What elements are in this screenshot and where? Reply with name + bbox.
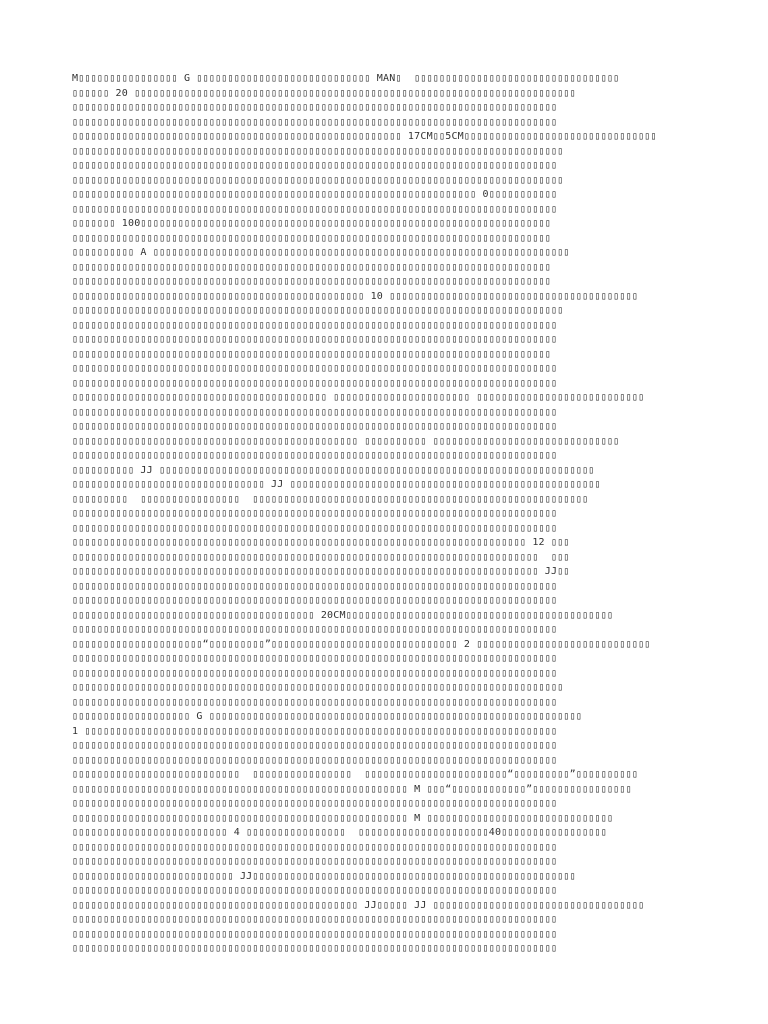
text-line: ▯▯▯▯▯▯▯▯▯▯▯▯▯▯▯▯▯▯▯▯▯“▯▯▯▯▯▯▯▯▯”▯▯▯▯▯▯▯▯▯▯▯▯▯▯▯▯▯▯▯▯▯▯▯▯▯▯▯▯▯▯ 2 ▯▯▯▯▯▯▯▯▯▯▯▯▯▯▯▯▯▯▯▯▯▯▯▯▯▯▯▯ (72, 638, 651, 650)
text-line: ▯▯▯▯▯▯▯▯▯▯▯▯▯▯▯▯▯▯▯▯▯▯▯▯▯▯▯▯▯▯▯▯▯▯▯▯▯▯▯▯▯▯▯▯▯▯▯▯▯▯▯▯▯▯ M ▯▯▯“▯▯▯▯▯▯▯▯▯▯▯▯”▯▯▯▯▯▯▯▯▯▯▯▯▯▯▯▯ (72, 783, 632, 795)
text-line: ▯▯▯▯▯▯▯▯▯▯▯▯▯▯▯▯▯▯▯▯▯▯▯▯▯▯▯▯▯▯▯▯▯▯▯▯▯▯▯▯▯▯▯▯▯▯▯▯▯▯▯▯▯▯▯▯▯▯▯▯▯▯▯▯▯▯▯▯▯▯▯▯▯▯▯▯▯▯ (72, 160, 558, 171)
text-line: ▯▯▯▯▯▯▯▯▯▯▯▯▯▯▯▯▯▯▯▯▯▯▯▯▯▯▯▯▯▯▯▯▯▯▯▯▯▯▯▯▯▯▯▯▯▯▯▯▯▯▯▯▯▯▯▯▯▯▯▯▯▯▯▯▯▯▯▯▯▯▯▯▯▯▯▯▯▯ (72, 740, 558, 751)
text-line: ▯▯▯▯▯▯▯▯▯▯▯▯▯▯▯▯▯▯▯▯▯▯▯▯▯▯▯▯▯▯▯▯▯▯▯▯▯▯▯▯▯▯▯▯▯▯▯▯▯▯▯▯▯▯▯▯▯▯▯▯▯▯▯▯▯▯▯▯▯▯▯▯▯▯▯▯▯▯ (72, 203, 558, 215)
text-line: ▯▯▯▯▯▯▯▯▯▯▯▯▯▯▯▯▯▯▯▯▯▯▯▯▯▯▯▯▯▯▯▯▯▯▯▯▯▯▯▯▯▯▯▯▯▯▯▯▯▯▯▯▯▯▯▯▯▯▯▯▯▯▯▯▯▯▯▯▯▯▯▯▯▯▯▯▯▯ (72, 102, 558, 113)
text-line: ▯▯▯▯▯▯▯▯▯▯▯▯▯▯▯▯▯▯▯▯▯▯▯▯▯▯▯▯▯▯▯▯▯▯▯▯▯▯▯▯▯▯▯▯▯▯▯▯▯▯▯▯▯▯▯▯▯▯▯▯▯▯▯▯▯▯▯▯▯▯▯▯▯▯▯▯▯▯▯ (72, 174, 564, 186)
text-line: ▯▯▯▯▯▯▯▯▯▯▯▯▯▯▯▯▯▯▯▯▯▯▯▯▯▯▯▯▯▯▯▯▯▯▯▯▯▯▯▯▯▯▯▯▯▯▯▯▯▯▯▯▯▯▯▯▯▯▯▯▯▯▯▯▯▯▯▯▯▯▯▯▯▯▯▯▯▯ (72, 624, 558, 635)
text-line: ▯▯▯▯▯▯▯▯▯▯▯▯▯▯▯▯▯▯▯▯▯▯▯▯▯▯▯▯▯▯▯▯▯▯▯▯▯▯▯▯▯▯▯▯▯▯▯▯▯▯▯▯▯▯▯▯▯▯▯▯▯▯▯▯▯▯▯▯▯▯▯▯▯▯▯▯▯▯▯ (72, 682, 564, 693)
text-line: ▯▯▯▯▯▯▯▯▯▯▯▯▯▯▯▯▯▯▯▯▯▯▯▯▯▯ JJ▯▯▯▯▯▯▯▯▯▯▯▯▯▯▯▯▯▯▯▯▯▯▯▯▯▯▯▯▯▯▯▯▯▯▯▯▯▯▯▯▯▯▯▯▯▯▯▯▯▯▯▯ (72, 870, 576, 882)
text-line: ▯▯▯▯▯▯▯▯▯▯▯▯▯▯▯▯▯▯▯▯▯▯▯▯▯▯▯▯▯▯▯▯▯▯▯▯▯▯▯▯▯▯▯▯▯▯▯▯▯▯▯▯▯▯▯▯▯▯▯▯▯▯▯▯▯ 0▯▯▯▯▯▯▯▯▯▯▯ (72, 189, 558, 200)
text-line: ▯▯▯▯▯▯▯▯▯ ▯▯▯▯▯▯▯▯▯▯▯▯▯▯▯▯ ▯▯▯▯▯▯▯▯▯▯▯▯▯▯▯▯▯▯▯▯▯▯▯▯▯▯▯▯▯▯▯▯▯▯▯▯▯▯▯▯▯▯▯▯▯▯▯▯▯▯▯▯▯▯ (72, 493, 589, 505)
document-page (72, 72, 712, 957)
text-line: ▯▯▯▯▯▯▯▯▯▯▯▯▯▯▯▯▯▯▯▯▯▯▯▯▯▯▯▯▯▯▯▯▯▯▯▯▯▯▯▯▯▯▯▯▯▯▯▯▯▯▯▯▯▯▯▯▯▯▯▯▯▯▯▯▯▯▯▯▯▯▯▯▯▯▯▯▯▯▯ (72, 145, 564, 157)
text-line: ▯▯▯▯▯▯▯▯▯▯ JJ ▯▯▯▯▯▯▯▯▯▯▯▯▯▯▯▯▯▯▯▯▯▯▯▯▯▯▯▯▯▯▯▯▯▯▯▯▯▯▯▯▯▯▯▯▯▯▯▯▯▯▯▯▯▯▯▯▯▯▯▯▯▯▯▯▯▯▯▯▯▯ (72, 464, 595, 476)
text-line: ▯▯▯▯▯▯▯▯▯▯▯▯▯▯▯▯▯▯▯▯▯▯▯▯▯▯▯▯▯▯▯▯▯▯▯▯▯▯▯▯▯▯▯▯▯▯▯▯▯▯▯▯▯▯▯▯▯▯▯▯▯▯▯▯▯▯▯▯▯▯▯▯▯▯▯▯▯▯ (72, 319, 558, 331)
text-line: ▯▯▯▯▯▯▯▯▯▯▯▯▯▯▯▯▯▯▯▯▯▯▯▯▯ 4 ▯▯▯▯▯▯▯▯▯▯▯▯▯▯▯▯ ▯▯▯▯▯▯▯▯▯▯▯▯▯▯▯▯▯▯▯▯▯40▯▯▯▯▯▯▯▯▯▯▯▯▯▯▯▯▯ (72, 827, 607, 838)
text-line: ▯▯▯▯▯▯▯▯▯▯▯▯▯▯▯▯▯▯▯▯▯▯▯▯▯▯▯▯▯▯▯▯▯▯▯▯▯▯▯▯▯▯▯▯▯▯▯▯▯▯▯▯▯▯▯▯▯▯▯▯▯▯▯▯▯▯▯▯▯▯▯▯▯▯▯▯▯▯ (72, 696, 558, 708)
text-line: ▯▯▯▯▯▯▯▯▯▯▯▯▯▯▯▯▯▯▯▯▯▯▯▯▯▯▯▯▯▯▯▯▯▯▯▯▯▯▯▯▯▯▯▯▯▯▯▯▯▯▯▯▯▯▯▯▯▯▯▯▯▯▯▯▯▯▯▯▯▯▯▯▯▯▯▯▯▯ (72, 363, 558, 374)
text-line: ▯▯▯▯▯▯▯▯▯▯▯▯▯▯▯▯▯▯▯▯▯▯▯▯▯▯▯▯▯▯▯▯▯▯▯▯▯▯▯ 20CM▯▯▯▯▯▯▯▯▯▯▯▯▯▯▯▯▯▯▯▯▯▯▯▯▯▯▯▯▯▯▯▯▯▯▯▯▯▯▯▯▯▯▯ (72, 609, 614, 621)
text-line: ▯▯▯▯▯▯▯▯▯▯▯▯▯▯▯▯▯▯▯▯▯▯▯▯▯▯▯▯▯▯▯▯▯▯▯▯▯▯▯▯▯▯▯▯▯▯▯▯▯▯▯▯▯▯▯▯▯▯▯▯▯▯▯▯▯▯▯▯▯▯▯▯▯▯▯▯▯▯ (72, 595, 558, 606)
text-line: ▯▯▯▯▯▯▯▯▯▯▯▯▯▯▯▯▯▯▯▯▯▯▯▯▯▯▯▯▯▯▯▯▯▯▯▯▯▯▯▯▯▯▯▯▯▯▯▯▯▯▯▯▯▯▯▯▯▯▯▯▯▯▯▯▯▯▯▯▯▯▯▯▯▯▯▯▯▯ (72, 580, 558, 592)
text-line: ▯▯▯▯▯▯▯▯▯▯▯▯▯▯▯▯▯▯▯▯▯▯▯▯▯▯▯▯▯▯▯▯▯▯▯▯▯▯▯▯▯▯▯▯▯▯▯▯▯▯▯▯▯▯▯▯▯▯▯▯▯▯▯▯▯▯▯▯▯▯▯▯▯▯▯▯▯▯ (72, 450, 558, 461)
text-line: 1 ▯▯▯▯▯▯▯▯▯▯▯▯▯▯▯▯▯▯▯▯▯▯▯▯▯▯▯▯▯▯▯▯▯▯▯▯▯▯▯▯▯▯▯▯▯▯▯▯▯▯▯▯▯▯▯▯▯▯▯▯▯▯▯▯▯▯▯▯▯▯▯▯▯▯▯▯ (72, 725, 558, 737)
text-line: ▯▯▯▯▯▯▯▯▯▯ A ▯▯▯▯▯▯▯▯▯▯▯▯▯▯▯▯▯▯▯▯▯▯▯▯▯▯▯▯▯▯▯▯▯▯▯▯▯▯▯▯▯▯▯▯▯▯▯▯▯▯▯▯▯▯▯▯▯▯▯▯▯▯▯▯▯▯▯ (72, 247, 570, 258)
text-line: ▯▯▯▯▯▯▯▯▯▯▯▯▯▯▯▯▯▯▯ G ▯▯▯▯▯▯▯▯▯▯▯▯▯▯▯▯▯▯▯▯▯▯▯▯▯▯▯▯▯▯▯▯▯▯▯▯▯▯▯▯▯▯▯▯▯▯▯▯▯▯▯▯▯▯▯▯▯▯▯▯ (72, 711, 583, 722)
text-line: ▯▯▯▯▯▯▯▯▯▯▯▯▯▯▯▯▯▯▯▯▯▯▯▯▯▯▯▯▯▯▯▯▯▯▯▯▯▯▯▯▯▯▯▯▯▯▯▯▯▯▯▯▯▯▯▯▯▯▯▯▯▯▯▯▯▯▯▯▯▯▯▯▯▯▯▯▯▯ (72, 522, 558, 534)
text-line: ▯▯▯▯▯▯▯▯▯▯▯▯▯▯▯▯▯▯▯▯▯▯▯▯▯▯▯ ▯▯▯▯▯▯▯▯▯▯▯▯▯▯▯▯ ▯▯▯▯▯▯▯▯▯▯▯▯▯▯▯▯▯▯▯▯▯▯▯“▯▯▯▯▯▯▯▯▯”▯▯▯▯▯▯▯▯▯▯ (72, 769, 639, 780)
text-line: ▯▯▯▯▯▯▯▯▯▯▯▯▯▯▯▯▯▯▯▯▯▯▯▯▯▯▯▯▯▯▯▯▯▯▯▯▯▯▯▯▯▯▯▯▯▯ JJ▯▯▯▯▯ JJ ▯▯▯▯▯▯▯▯▯▯▯▯▯▯▯▯▯▯▯▯▯▯▯▯▯▯▯▯▯▯▯▯▯▯ (72, 899, 645, 911)
text-line: ▯▯▯▯▯▯▯▯▯▯▯▯▯▯▯▯▯▯▯▯▯▯▯▯▯▯▯▯▯▯▯▯▯▯▯▯▯▯▯▯▯▯▯▯▯▯▯▯▯▯▯▯▯▯▯▯▯▯▯▯▯▯▯▯▯▯▯▯▯▯▯▯▯▯▯▯▯▯ (72, 334, 558, 345)
text-line: ▯▯▯▯▯▯▯▯▯▯▯▯▯▯▯▯▯▯▯▯▯▯▯▯▯▯▯▯▯▯▯▯▯▯▯▯▯▯▯▯▯▯▯▯▯▯▯▯▯▯▯▯▯▯▯▯▯▯▯▯▯▯▯▯▯▯▯▯▯▯▯▯▯▯▯▯▯▯ (72, 841, 558, 853)
text-line: ▯▯▯▯▯▯▯▯▯▯▯▯▯▯▯▯▯▯▯▯▯▯▯▯▯▯▯▯▯▯▯▯▯▯▯▯▯▯▯▯▯▯▯▯▯▯▯▯▯▯▯▯▯▯▯▯▯▯▯▯▯▯▯▯▯▯▯▯▯▯▯▯▯▯▯▯▯▯ (72, 377, 558, 389)
text-line: ▯▯▯▯▯▯▯▯▯▯▯▯▯▯▯▯▯▯▯▯▯▯▯▯▯▯▯▯▯▯▯▯▯▯▯▯▯▯▯▯▯▯▯▯▯▯▯▯▯▯▯▯▯▯▯▯▯▯▯▯▯▯▯▯▯▯▯▯▯▯▯▯▯▯▯▯▯▯ (72, 943, 558, 954)
text-line: ▯▯▯▯▯▯▯▯▯▯▯▯▯▯▯▯▯▯▯▯▯▯▯▯▯▯▯▯▯▯▯▯▯▯▯▯▯▯▯▯▯▯▯▯▯▯▯ 10 ▯▯▯▯▯▯▯▯▯▯▯▯▯▯▯▯▯▯▯▯▯▯▯▯▯▯▯▯▯▯▯▯▯▯▯▯▯▯▯▯ (72, 290, 639, 302)
text-line: ▯▯▯▯▯▯▯▯▯▯▯▯▯▯▯▯▯▯▯▯▯▯▯▯▯▯▯▯▯▯▯▯▯▯▯▯▯▯▯▯▯▯▯▯▯▯▯▯▯▯▯▯▯▯▯▯▯▯▯▯▯▯▯▯▯▯▯▯▯▯▯▯▯▯▯ ▯▯▯ (72, 551, 570, 563)
text-line: ▯▯▯▯▯▯▯▯▯▯▯▯▯▯▯▯▯▯▯▯▯▯▯▯▯▯▯▯▯▯▯▯▯▯▯▯▯▯▯▯▯▯▯▯▯▯▯▯▯▯▯▯▯▯▯▯▯▯▯▯▯▯▯▯▯▯▯▯▯▯▯▯▯▯▯▯▯ (72, 276, 551, 287)
text-line: ▯▯▯▯▯▯▯▯▯▯▯▯▯▯▯▯▯▯▯▯▯▯▯▯▯▯▯▯▯▯▯▯▯▯▯▯▯▯▯▯▯▯▯▯▯▯▯▯▯▯▯▯▯▯▯▯▯▯▯▯▯▯▯▯▯▯▯▯▯▯▯▯▯▯▯▯▯▯▯ (72, 305, 564, 316)
text-line: ▯▯▯▯▯▯▯▯▯▯▯▯▯▯▯▯▯▯▯▯▯▯▯▯▯▯▯▯▯▯▯▯▯▯▯▯▯▯▯▯▯▯▯▯▯▯▯▯▯▯▯▯▯▯▯▯▯▯▯▯▯▯▯▯▯▯▯▯▯▯▯▯▯▯▯▯▯ (72, 348, 551, 360)
text-line: ▯▯▯▯▯▯▯▯▯▯▯▯▯▯▯▯▯▯▯▯▯▯▯▯▯▯▯▯▯▯▯▯▯▯▯▯▯▯▯▯▯▯▯▯▯▯▯▯▯▯▯▯▯▯▯▯▯▯▯▯▯▯▯▯▯▯▯▯▯▯▯▯▯▯▯▯▯▯ (72, 653, 558, 664)
text-line: ▯▯▯▯▯▯▯▯▯▯▯▯▯▯▯▯▯▯▯▯▯▯▯▯▯▯▯▯▯▯▯▯▯▯▯▯▯▯▯▯▯▯▯▯▯▯▯▯▯▯▯▯▯▯▯▯▯▯▯▯▯▯▯▯▯▯▯▯▯▯▯▯▯▯▯▯▯▯ (72, 798, 558, 809)
text-line: ▯▯▯▯▯▯▯▯▯▯▯▯▯▯▯▯▯▯▯▯▯▯▯▯▯▯▯▯▯▯▯▯▯▯▯▯▯▯▯▯▯ ▯▯▯▯▯▯▯▯▯▯▯▯▯▯▯▯▯▯▯▯▯▯ ▯▯▯▯▯▯▯▯▯▯▯▯▯▯▯▯▯▯▯▯▯▯▯▯▯▯▯ (72, 392, 645, 403)
text-line: ▯▯▯▯▯▯▯▯▯▯▯▯▯▯▯▯▯▯▯▯▯▯▯▯▯▯▯▯▯▯▯▯▯▯▯▯▯▯▯▯▯▯▯▯▯▯▯▯▯▯▯▯▯▯▯▯▯▯▯▯▯▯▯▯▯▯▯▯▯▯▯▯▯▯▯ JJ▯▯ (72, 566, 570, 577)
text-line: ▯▯▯▯▯▯▯▯▯▯▯▯▯▯▯▯▯▯▯▯▯▯▯▯▯▯▯▯▯▯▯▯▯▯▯▯▯▯▯▯▯▯▯▯▯▯▯▯▯▯▯▯▯▯▯▯▯▯▯▯▯▯▯▯▯▯▯▯▯▯▯▯▯▯▯▯▯ (72, 232, 551, 244)
text-line: ▯▯▯▯▯▯▯▯▯▯▯▯▯▯▯▯▯▯▯▯▯▯▯▯▯▯▯▯▯▯▯▯▯▯▯▯▯▯▯▯▯▯▯▯▯▯▯▯▯▯▯▯▯▯▯▯▯▯▯▯▯▯▯▯▯▯▯▯▯▯▯▯▯▯▯▯▯▯ (72, 116, 558, 128)
text-line: ▯▯▯▯▯▯ 20 ▯▯▯▯▯▯▯▯▯▯▯▯▯▯▯▯▯▯▯▯▯▯▯▯▯▯▯▯▯▯▯▯▯▯▯▯▯▯▯▯▯▯▯▯▯▯▯▯▯▯▯▯▯▯▯▯▯▯▯▯▯▯▯▯▯▯▯▯▯▯▯ (72, 87, 576, 99)
text-line: M▯▯▯▯▯▯▯▯▯▯▯▯▯▯▯▯ G ▯▯▯▯▯▯▯▯▯▯▯▯▯▯▯▯▯▯▯▯▯▯▯▯▯▯▯▯ MAN▯ ▯▯▯▯▯▯▯▯▯▯▯▯▯▯▯▯▯▯▯▯▯▯▯▯▯▯▯▯▯▯▯▯▯ (72, 73, 620, 84)
text-line: ▯▯▯▯▯▯▯▯▯▯▯▯▯▯▯▯▯▯▯▯▯▯▯▯▯▯▯▯▯▯▯▯▯▯▯▯▯▯▯▯▯▯▯▯▯▯▯▯▯▯▯▯▯▯ M ▯▯▯▯▯▯▯▯▯▯▯▯▯▯▯▯▯▯▯▯▯▯▯▯▯▯▯▯▯▯ (72, 812, 614, 824)
text-line: ▯▯▯▯▯▯▯▯▯▯▯▯▯▯▯▯▯▯▯▯▯▯▯▯▯▯▯▯▯▯▯▯▯▯▯▯▯▯▯▯▯▯▯▯▯▯▯▯▯▯▯▯▯▯▯▯▯▯▯▯▯▯▯▯▯▯▯▯▯▯▯▯▯▯▯▯▯▯ (72, 856, 558, 867)
text-line: ▯▯▯▯▯▯▯▯▯▯▯▯▯▯▯▯▯▯▯▯▯▯▯▯▯▯▯▯▯▯▯▯▯▯▯▯▯▯▯▯▯▯▯▯▯▯▯▯▯▯▯▯▯▯▯▯▯▯▯▯▯▯▯▯▯▯▯▯▯▯▯▯▯▯▯▯▯▯ (72, 928, 558, 940)
text-line: ▯▯▯▯▯▯▯▯▯▯▯▯▯▯▯▯▯▯▯▯▯▯▯▯▯▯▯▯▯▯▯▯▯▯▯▯▯▯▯▯▯▯▯▯▯▯▯▯▯▯▯▯▯▯▯▯▯▯▯▯▯▯▯▯▯▯▯▯▯▯▯▯▯▯▯▯▯▯ (72, 406, 558, 418)
text-line: ▯▯▯▯▯▯▯▯▯▯▯▯▯▯▯▯▯▯▯▯▯▯▯▯▯▯▯▯▯▯▯▯▯▯▯▯▯▯▯▯▯▯▯▯▯▯▯▯▯▯▯▯▯▯▯▯▯▯▯▯▯▯▯▯▯▯▯▯▯▯▯▯▯▯▯▯▯ (72, 261, 551, 273)
text-line: ▯▯▯▯▯▯▯▯▯▯▯▯▯▯▯▯▯▯▯▯▯▯▯▯▯▯▯▯▯▯▯▯▯▯▯▯▯▯▯▯▯▯▯▯▯▯▯▯▯▯▯▯▯▯▯▯▯▯▯▯▯▯▯▯▯▯▯▯▯▯▯▯▯▯▯▯▯▯ (72, 421, 558, 432)
text-line: ▯▯▯▯▯▯▯▯▯▯▯▯▯▯▯▯▯▯▯▯▯▯▯▯▯▯▯▯▯▯▯▯▯▯▯▯▯▯▯▯▯▯▯▯▯▯▯▯▯▯▯▯▯▯▯▯▯▯▯▯▯▯▯▯▯▯▯▯▯▯▯▯▯ 12 ▯▯▯ (72, 537, 570, 548)
text-line: ▯▯▯▯▯▯▯▯▯▯▯▯▯▯▯▯▯▯▯▯▯▯▯▯▯▯▯▯▯▯▯▯▯▯▯▯▯▯▯▯▯▯▯▯▯▯▯▯▯▯▯▯▯▯▯▯▯▯▯▯▯▯▯▯▯▯▯▯▯▯▯▯▯▯▯▯▯▯ (72, 885, 558, 896)
text-line: ▯▯▯▯▯▯▯▯▯▯▯▯▯▯▯▯▯▯▯▯▯▯▯▯▯▯▯▯▯▯▯▯▯▯▯▯▯▯▯▯▯▯▯▯▯▯▯▯▯▯▯▯▯▯▯▯▯▯▯▯▯▯▯▯▯▯▯▯▯▯▯▯▯▯▯▯▯▯ (72, 754, 558, 766)
text-line: ▯▯▯▯▯▯▯▯▯▯▯▯▯▯▯▯▯▯▯▯▯▯▯▯▯▯▯▯▯▯▯▯▯▯▯▯▯▯▯▯▯▯▯▯▯▯▯▯▯▯▯▯▯▯▯▯▯▯▯▯▯▯▯▯▯▯▯▯▯▯▯▯▯▯▯▯▯▯ (72, 667, 558, 679)
text-line: ▯▯▯▯▯▯▯ 100▯▯▯▯▯▯▯▯▯▯▯▯▯▯▯▯▯▯▯▯▯▯▯▯▯▯▯▯▯▯▯▯▯▯▯▯▯▯▯▯▯▯▯▯▯▯▯▯▯▯▯▯▯▯▯▯▯▯▯▯▯▯▯▯▯▯ (72, 218, 551, 229)
text-line: ▯▯▯▯▯▯▯▯▯▯▯▯▯▯▯▯▯▯▯▯▯▯▯▯▯▯▯▯▯▯▯▯▯▯▯▯▯▯▯▯▯▯▯▯▯▯▯▯▯▯▯▯▯ 17CM▯▯5CM▯▯▯▯▯▯▯▯▯▯▯▯▯▯▯▯▯▯▯▯▯▯▯▯▯▯▯▯▯▯▯ (72, 131, 657, 142)
text-line: ▯▯▯▯▯▯▯▯▯▯▯▯▯▯▯▯▯▯▯▯▯▯▯▯▯▯▯▯▯▯▯▯▯▯▯▯▯▯▯▯▯▯▯▯▯▯▯▯▯▯▯▯▯▯▯▯▯▯▯▯▯▯▯▯▯▯▯▯▯▯▯▯▯▯▯▯▯▯ (72, 508, 558, 519)
text-line: ▯▯▯▯▯▯▯▯▯▯▯▯▯▯▯▯▯▯▯▯▯▯▯▯▯▯▯▯▯▯▯▯▯▯▯▯▯▯▯▯▯▯▯▯▯▯▯▯▯▯▯▯▯▯▯▯▯▯▯▯▯▯▯▯▯▯▯▯▯▯▯▯▯▯▯▯▯▯ (72, 914, 558, 925)
text-line: ▯▯▯▯▯▯▯▯▯▯▯▯▯▯▯▯▯▯▯▯▯▯▯▯▯▯▯▯▯▯▯ JJ ▯▯▯▯▯▯▯▯▯▯▯▯▯▯▯▯▯▯▯▯▯▯▯▯▯▯▯▯▯▯▯▯▯▯▯▯▯▯▯▯▯▯▯▯▯▯▯▯▯▯ (72, 479, 601, 490)
text-line: ▯▯▯▯▯▯▯▯▯▯▯▯▯▯▯▯▯▯▯▯▯▯▯▯▯▯▯▯▯▯▯▯▯▯▯▯▯▯▯▯▯▯▯▯▯▯ ▯▯▯▯▯▯▯▯▯▯ ▯▯▯▯▯▯▯▯▯▯▯▯▯▯▯▯▯▯▯▯▯▯▯▯▯▯▯▯▯▯ (72, 435, 620, 447)
